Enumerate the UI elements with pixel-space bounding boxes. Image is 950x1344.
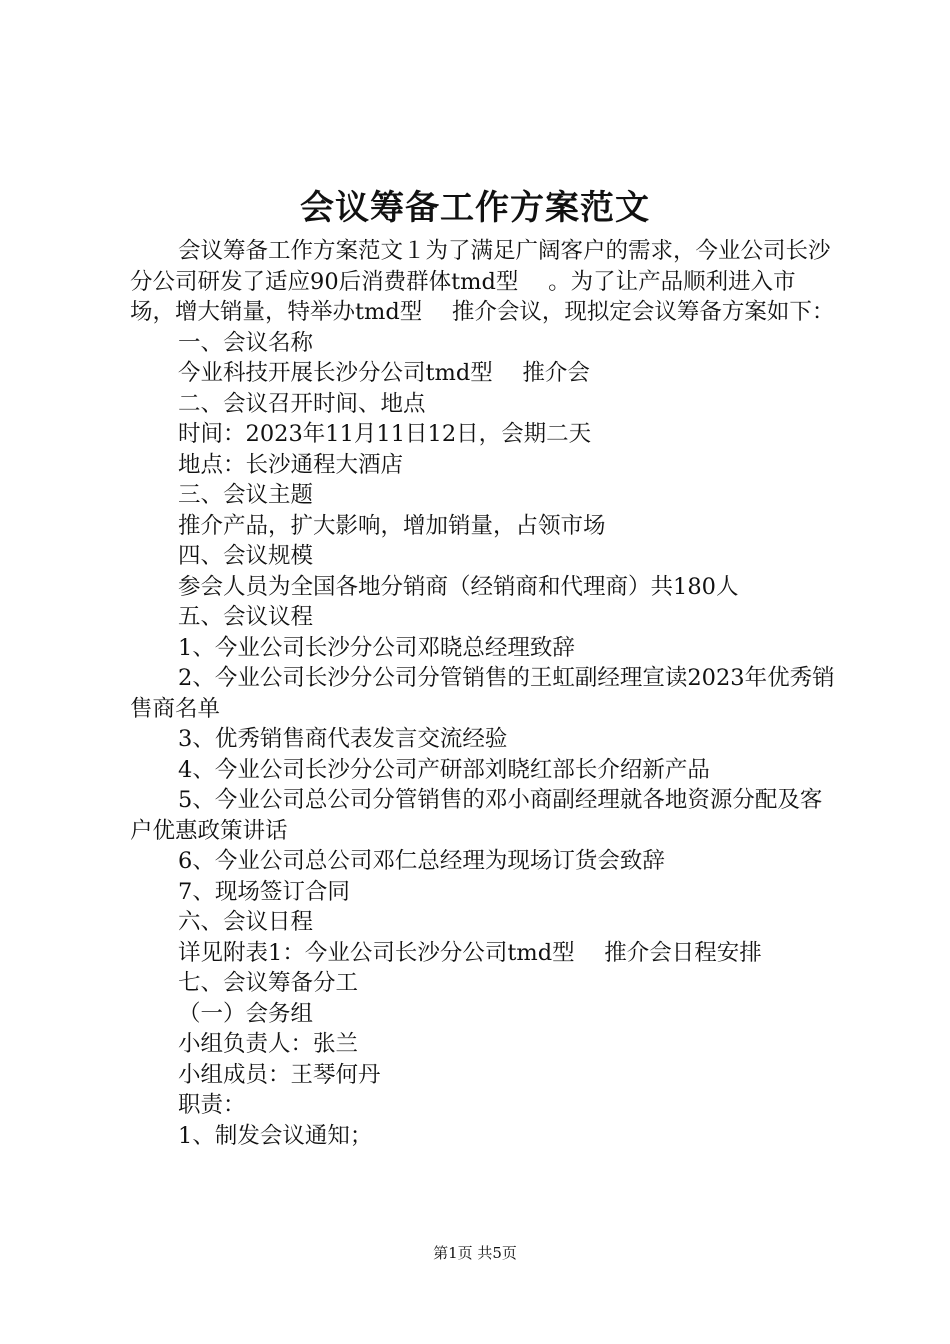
paragraph: 4、今业公司长沙分公司产研部刘晓红部长介绍新产品	[178, 756, 710, 783]
page-footer: 第1页 共5页	[433, 1244, 517, 1262]
paragraph: 五、会议议程	[178, 604, 314, 630]
paragraph: 二、会议召开时间、地点	[178, 390, 426, 417]
paragraph: 七、会议筹备分工	[178, 970, 359, 996]
paragraph: 小组负责人：张兰	[178, 1031, 359, 1057]
paragraph: 参会人员为全国各地分销商（经销商和代理商）共180人	[178, 573, 739, 600]
paragraph: 四、会议规模	[178, 543, 314, 569]
paragraph: 时间：2023年11月11日12日，会期二天	[178, 421, 592, 447]
paragraph: 职责：	[178, 1092, 246, 1118]
paragraph: 推介产品，扩大影响，增加销量，占领市场	[178, 512, 606, 539]
paragraph: 三、会议主题	[178, 482, 314, 508]
paragraph: 六、会议日程	[178, 909, 314, 935]
paragraph: 1、制发会议通知；	[178, 1122, 373, 1149]
document-title: 会议筹备工作方案范文	[300, 188, 650, 228]
paragraph: 地点：长沙通程大酒店	[178, 451, 404, 478]
paragraph: 1、今业公司长沙分公司邓晓总经理致辞	[178, 634, 575, 661]
paragraph: 详见附表1：今业公司长沙分公司tmd型 推介会日程安排	[178, 939, 762, 966]
paragraph: 会议筹备工作方案范文１为了满足广阔客户的需求，今业公司长沙分公司研发了适应90后消费群体tmd型 。为了让产品顺利进入市场，增大销量，特举办tmd型 推介会议，现拟定会议筹备方案如下：	[130, 238, 835, 325]
paragraph: 一、会议名称	[178, 329, 314, 356]
paragraph: 今业科技开展长沙分公司tmd型 推介会	[178, 360, 590, 386]
paragraph: 3、优秀销售商代表发言交流经验	[178, 726, 508, 752]
paragraph: （一）会务组	[178, 1000, 314, 1027]
paragraph: 5、今业公司总公司分管销售的邓小商副经理就各地资源分配及客户优惠政策讲话	[130, 787, 823, 844]
paragraph: 小组成员：王琴何丹	[178, 1061, 381, 1088]
paragraph: 7、现场签订合同	[178, 878, 350, 905]
document-body	[130, 236, 835, 1151]
paragraph: 6、今业公司总公司邓仁总经理为现场订货会致辞	[178, 848, 665, 874]
paragraph: 2、今业公司长沙分公司分管销售的王虹副经理宣读2023年优秀销售商名单	[130, 665, 835, 722]
